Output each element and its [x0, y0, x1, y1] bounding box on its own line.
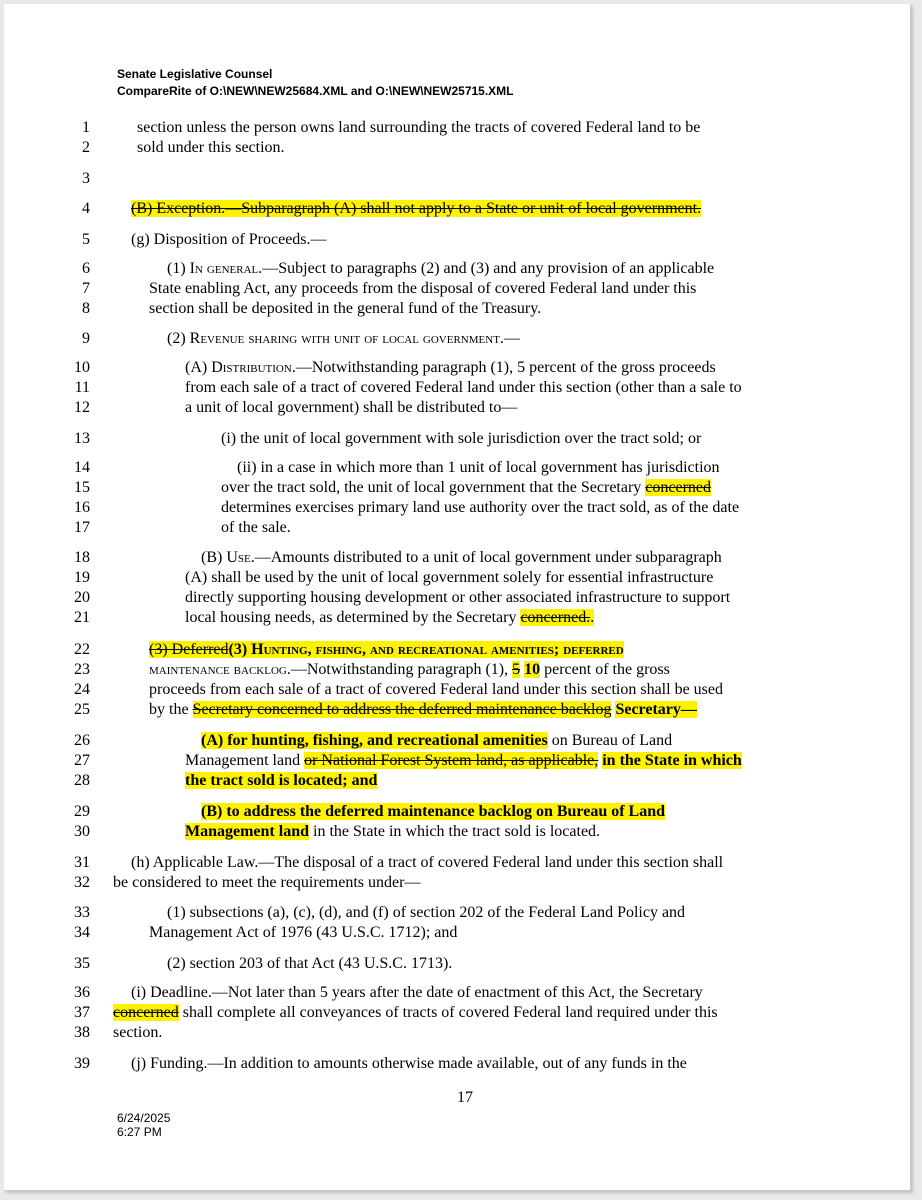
inserted-text: Hunting, fishing, and recreational amenities; deferred [251, 641, 624, 658]
text-line [4, 428, 904, 450]
line-text [149, 679, 723, 701]
text-line [4, 137, 904, 159]
inserted-text: (B) to address the deferred maintenance backlog on Bureau of Land [201, 803, 666, 820]
line-text [201, 547, 722, 569]
line-text [221, 517, 291, 539]
text-segment: (h) Applicable Law.—The disposal of a tract of covered Federal land under this section shall [131, 854, 724, 871]
line-number: 21 [74, 609, 90, 626]
line-text [221, 497, 739, 519]
text-segment: Distribution. [211, 359, 296, 376]
line-number: 36 [74, 984, 90, 1001]
text-line [4, 639, 904, 661]
line-number: 39 [74, 1055, 90, 1072]
line-text [113, 872, 420, 894]
text-line [4, 953, 904, 975]
line-number: 23 [74, 661, 90, 678]
line-number: 26 [74, 732, 90, 749]
line-text [137, 137, 285, 159]
line-text [131, 982, 703, 1004]
text-line [4, 922, 904, 944]
footer-date: 6/24/2025 [117, 1111, 171, 1125]
text-line [4, 730, 904, 752]
line-text [149, 922, 457, 944]
line-text [149, 298, 541, 320]
text-segment: over the tract sold, the unit of local government that the Secretary [221, 479, 646, 496]
text-segment: (g) Disposition of Proceeds.— [131, 231, 327, 248]
text-line [4, 457, 904, 479]
text-line [4, 982, 904, 1004]
line-number: 27 [74, 752, 90, 769]
deleted-text: concerned [645, 479, 712, 496]
text-segment: (A) [185, 359, 212, 376]
line-text [185, 770, 377, 792]
text-segment: (2) section 203 of that Act (43 U.S.C. 1713). [167, 955, 453, 972]
footer-time: 6:27 PM [117, 1125, 162, 1139]
line-number: 38 [74, 1024, 90, 1041]
line-text [113, 1002, 718, 1024]
line-text [185, 567, 713, 589]
text-line [4, 1002, 904, 1024]
page-number: 17 [457, 1089, 473, 1106]
document-page [4, 4, 911, 1191]
text-line [4, 168, 904, 190]
text-segment: (i) Deadline.—Not later than 5 years after the date of enactment of this Act, the Secretary [131, 984, 703, 1001]
line-number: 32 [74, 874, 90, 891]
text-line [4, 852, 904, 874]
deleted-text: or National Forest System land, as applicable, [304, 752, 599, 769]
text-segment: (i) the unit of local government with sole jurisdiction over the tract sold; or [221, 430, 702, 447]
text-line [4, 872, 904, 894]
text-segment: shall complete all conveyances of tracts of covered Federal land required under this [178, 1004, 718, 1021]
line-text [113, 1022, 162, 1044]
text-line [4, 750, 904, 772]
text-segment: local housing needs, as determined by the Secretary [185, 609, 521, 626]
text-line [4, 679, 904, 701]
line-number: 11 [74, 379, 90, 396]
line-text [185, 587, 730, 609]
line-text [167, 902, 685, 924]
text-segment: sold under this section. [137, 139, 285, 156]
text-segment: directly supporting housing development or other associated infrastructure to support [185, 589, 731, 606]
line-text [131, 229, 327, 251]
text-line [4, 377, 904, 399]
inserted-text: in the State in which [602, 752, 742, 769]
text-segment: from each sale of a tract of covered Federal land under this section (other than a sale to [185, 379, 742, 396]
text-segment: percent of the gross [540, 661, 670, 678]
line-number: 12 [74, 399, 90, 416]
text-segment: .—Notwithstanding paragraph (1), [286, 661, 513, 678]
inserted-text: 10 [524, 661, 541, 678]
text-segment: (A) shall be used by the unit of local government solely for essential infrastructure [185, 569, 714, 586]
text-segment: by the [149, 701, 193, 718]
deleted-text: (3) Deferred [149, 641, 229, 658]
line-number: 19 [74, 569, 90, 586]
text-segment: (j) Funding.—In addition to amounts otherwise made available, out of any funds in the [131, 1055, 687, 1072]
deleted-text: 5 [512, 661, 521, 678]
inserted-text: Management land [185, 823, 309, 840]
text-line [4, 1053, 904, 1075]
line-text [201, 801, 665, 823]
text-line [4, 397, 904, 419]
header-org: Senate Legislative Counsel [117, 67, 273, 81]
line-text [149, 659, 670, 681]
line-number: 37 [74, 1004, 90, 1021]
line-text [221, 477, 711, 499]
text-segment: (1) [167, 260, 190, 277]
line-number: 9 [82, 330, 90, 347]
text-segment: (1) subsections (a), (c), (d), and (f) of section 202 of the Federal Land Policy and [167, 904, 686, 921]
text-segment: section. [113, 1024, 163, 1041]
line-text [221, 428, 701, 450]
deleted-text: concerned. [520, 609, 591, 626]
line-number: 5 [82, 231, 90, 248]
line-number: 34 [74, 924, 90, 941]
line-number: 29 [74, 803, 90, 820]
text-line [4, 801, 904, 823]
line-number: 17 [74, 519, 90, 536]
text-line [4, 117, 904, 139]
text-segment: proceeds from each sale of a tract of covered Federal land under this section shall be used [149, 681, 723, 698]
line-number: 20 [74, 589, 90, 606]
line-text [237, 457, 720, 479]
text-line [4, 258, 904, 280]
line-text [167, 953, 452, 975]
line-number: 18 [74, 549, 90, 566]
text-line [4, 1022, 904, 1044]
line-text [167, 328, 520, 350]
text-line [4, 902, 904, 924]
line-number: 31 [74, 854, 90, 871]
inserted-text: Secretary— [615, 701, 697, 718]
inserted-text: (3) [228, 641, 252, 658]
text-line [4, 607, 904, 629]
deleted-text: (B) Exception.—Subparagraph (A) shall not apply to a State or unit of local government. [131, 200, 702, 217]
line-text [167, 258, 714, 280]
text-segment: Use. [226, 549, 255, 566]
line-text [149, 278, 696, 300]
line-text [185, 821, 600, 843]
line-number: 16 [74, 499, 90, 516]
line-number: 35 [74, 955, 90, 972]
line-text [201, 730, 672, 752]
text-line [4, 298, 904, 320]
text-line [4, 567, 904, 589]
line-text [137, 117, 700, 139]
line-number: 1 [82, 119, 90, 136]
text-segment: in the State in which the tract sold is located. [309, 823, 601, 840]
text-line [4, 497, 904, 519]
text-segment: section shall be deposited in the general fund of the Treasury. [149, 300, 542, 317]
text-segment: — [503, 330, 520, 347]
text-segment: —Notwithstanding paragraph (1), 5 percent of the gross proceeds [295, 359, 716, 376]
line-text [131, 1053, 687, 1075]
line-number: 3 [82, 170, 90, 187]
text-line [4, 770, 904, 792]
text-segment: —Amounts distributed to a unit of local government under subparagraph [254, 549, 722, 566]
line-text [185, 357, 716, 379]
line-number: 6 [82, 260, 90, 277]
text-segment: section unless the person owns land surrounding the tracts of covered Federal land to be [137, 119, 701, 136]
line-number: 30 [74, 823, 90, 840]
text-segment: . [590, 609, 595, 626]
text-segment: on Bureau of Land [547, 732, 673, 749]
text-line [4, 229, 904, 251]
inserted-text: the tract sold is located; and [185, 772, 378, 789]
deleted-text: concerned [113, 1004, 179, 1021]
line-number: 10 [74, 359, 90, 376]
text-line [4, 477, 904, 499]
text-segment: Management land [185, 752, 305, 769]
line-number: 15 [74, 479, 90, 496]
text-line [4, 587, 904, 609]
text-segment: (ii) in a case in which more than 1 unit of local government has jurisdiction [237, 459, 720, 476]
text-line [4, 357, 904, 379]
text-line [4, 198, 904, 220]
line-number: 8 [82, 300, 90, 317]
text-segment: be considered to meet the requirements under— [113, 874, 421, 891]
text-segment: (B) [201, 549, 227, 566]
text-segment: —Subject to paragraphs (2) and (3) and any provision of an applicable [262, 260, 715, 277]
line-number: 4 [82, 200, 90, 217]
line-number: 25 [74, 701, 90, 718]
text-line [4, 517, 904, 539]
line-text [131, 198, 701, 220]
text-segment: State enabling Act, any proceeds from the disposal of covered Federal land under this [149, 280, 697, 297]
text-segment: (2) [167, 330, 190, 347]
text-segment: maintenance backlog [149, 661, 287, 678]
line-number: 22 [74, 641, 90, 658]
text-line [4, 547, 904, 569]
line-number: 14 [74, 459, 90, 476]
line-text [149, 699, 697, 721]
text-line [4, 328, 904, 350]
inserted-text: (A) for hunting, fishing, and recreational amenities [201, 732, 548, 749]
line-number: 13 [74, 430, 90, 447]
text-line [4, 821, 904, 843]
line-text [185, 750, 742, 772]
line-number: 7 [82, 280, 90, 297]
line-text [131, 852, 723, 874]
text-segment: Revenue sharing with unit of local government. [189, 330, 504, 347]
line-number: 33 [74, 904, 90, 921]
text-segment: of the sale. [221, 519, 291, 536]
text-line [4, 659, 904, 681]
text-line [4, 699, 904, 721]
text-segment: a unit of local government) shall be distributed to— [185, 399, 518, 416]
deleted-text: Secretary concerned to address the deferred maintenance backlog [192, 701, 612, 718]
line-number: 24 [74, 681, 90, 698]
line-text [185, 397, 517, 419]
line-text [185, 607, 594, 629]
text-segment: determines exercises primary land use authority over the tract sold, as of the date [221, 499, 740, 516]
line-number: 28 [74, 772, 90, 789]
line-number: 2 [82, 139, 90, 156]
line-text [149, 639, 624, 661]
header-compare: CompareRite of O:\NEW\NEW25684.XML and O:\NEW\NEW25715.XML [117, 84, 514, 98]
line-text [185, 377, 742, 399]
text-segment: In general. [189, 260, 263, 277]
text-segment: Management Act of 1976 (43 U.S.C. 1712); and [149, 924, 458, 941]
text-line [4, 278, 904, 300]
